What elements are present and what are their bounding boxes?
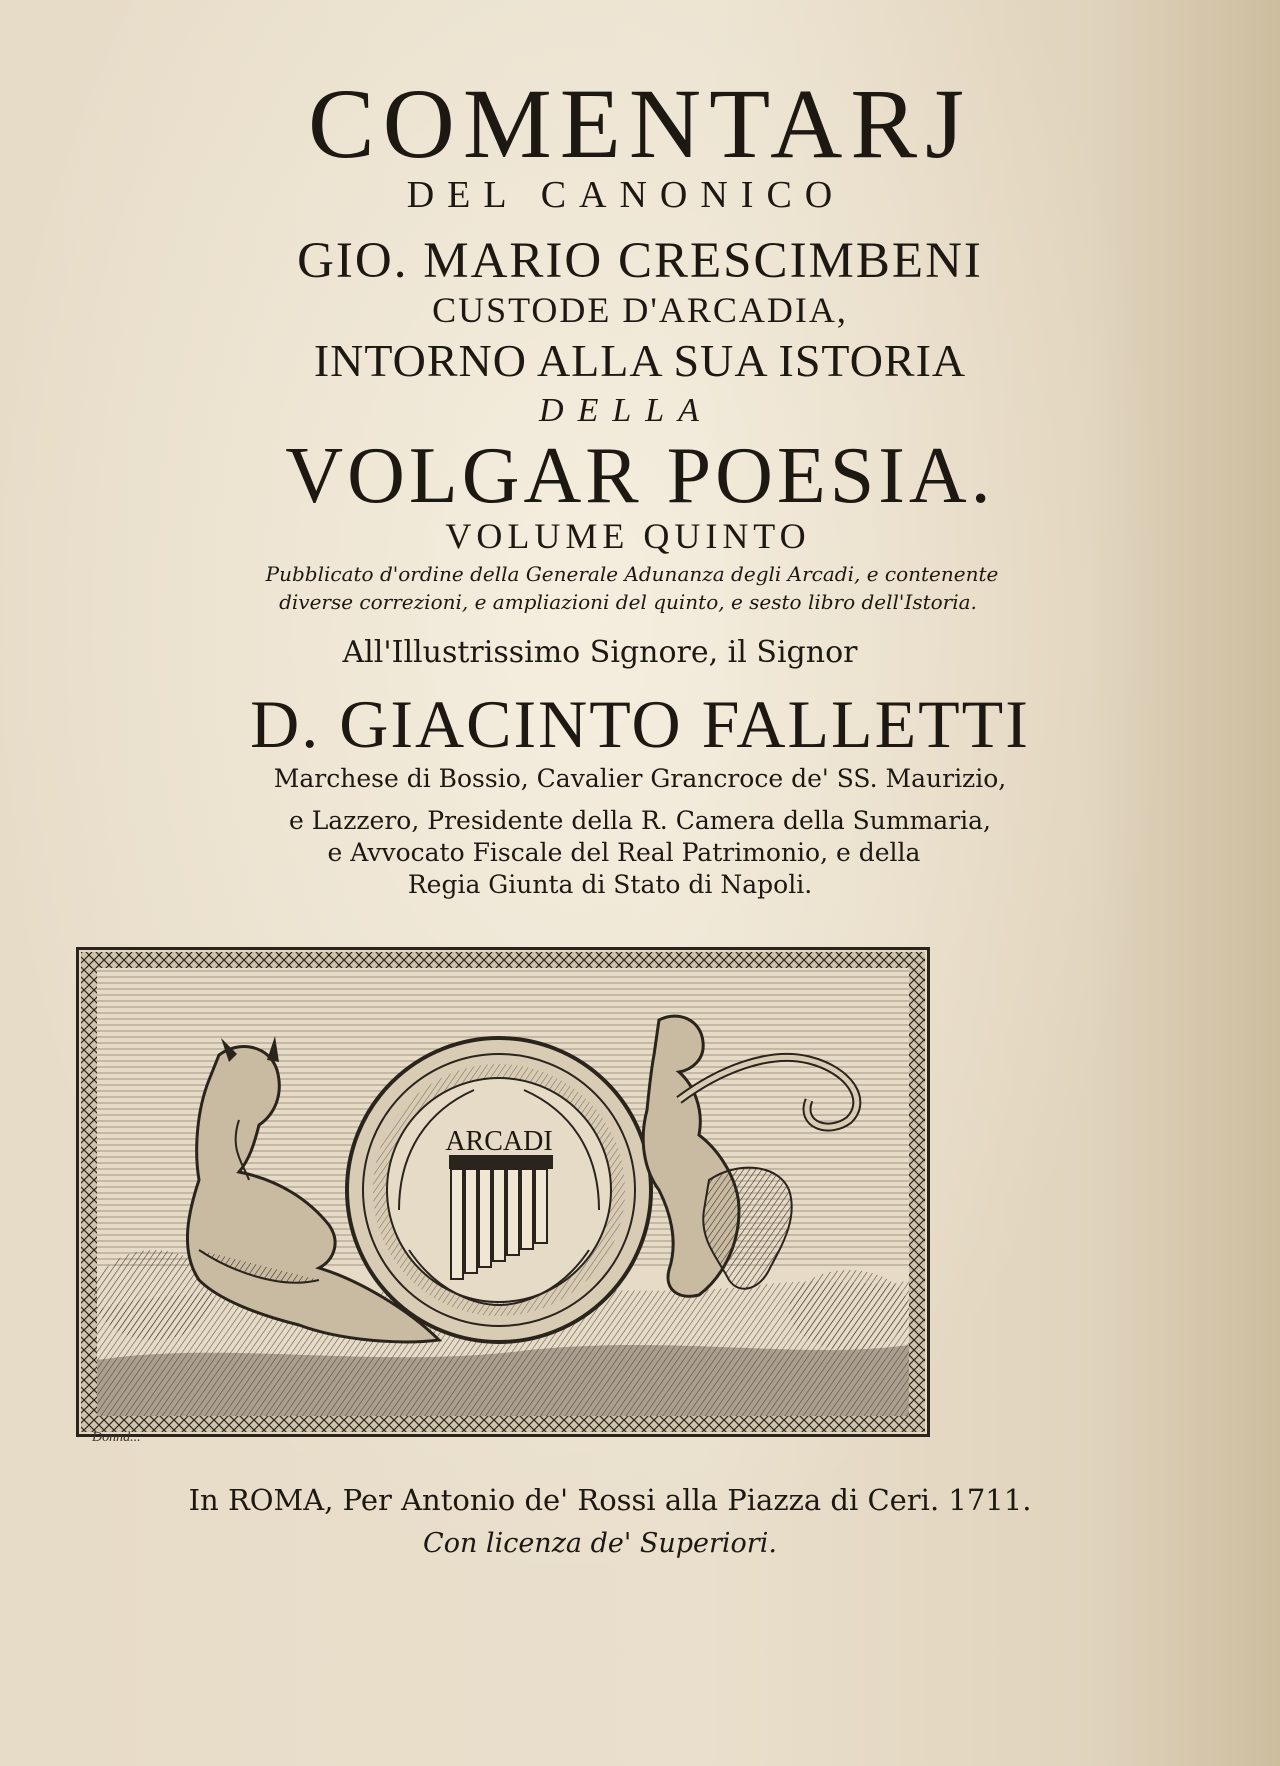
author-role: CUSTODE D'ARCADIA,	[432, 290, 848, 330]
subject-line: INTORNO ALLA SUA ISTORIA	[313, 335, 967, 386]
dedicatee-name: D. GIACINTO FALLETTI	[250, 686, 1030, 762]
volume-line: VOLUME QUINTO	[445, 516, 811, 556]
engraving-illustration	[79, 950, 927, 1434]
dedicatee-titles-line-1: Marchese di Bossio, Cavalier Grancroce de' SS. Maurizio,	[273, 764, 1007, 793]
dedicatee-titles-line-4: Regia Giunta di Stato di Napoli.	[407, 870, 813, 899]
engraver-signature: Donnd...	[92, 1430, 141, 1445]
work-title: VOLGAR POESIA.	[285, 432, 995, 520]
book-title: COMENTARJ	[307, 68, 973, 179]
imprint-line-1: In ROMA, Per Antonio de' Rossi alla Piazza di Ceri. 1711.	[188, 1483, 1032, 1517]
description-line-1: Pubblicato d'ordine della Generale Adunanza degli Arcadi, e contenente	[265, 562, 999, 586]
del-canonico-line: DEL CANONICO	[406, 174, 846, 216]
medallion-text: ARCADI	[445, 1126, 553, 1157]
dedicatee-titles-line-3: e Avvocato Fiscale del Real Patrimonio, e della	[327, 838, 921, 867]
imprint-line-2: Con licenza de' Superiori.	[423, 1528, 777, 1559]
dedicatee-titles-line-2: e Lazzero, Presidente della R. Camera della Summaria,	[288, 806, 992, 835]
engraving-vignette	[76, 947, 930, 1437]
description-line-2: diverse correzioni, e ampliazioni del quinto, e sesto libro dell'Istoria.	[279, 590, 977, 614]
dedication-intro: All'Illustrissimo Signore, il Signor	[342, 635, 858, 670]
della-line: DELLA	[539, 392, 713, 429]
author-name: GIO. MARIO CRESCIMBENI	[297, 233, 983, 289]
